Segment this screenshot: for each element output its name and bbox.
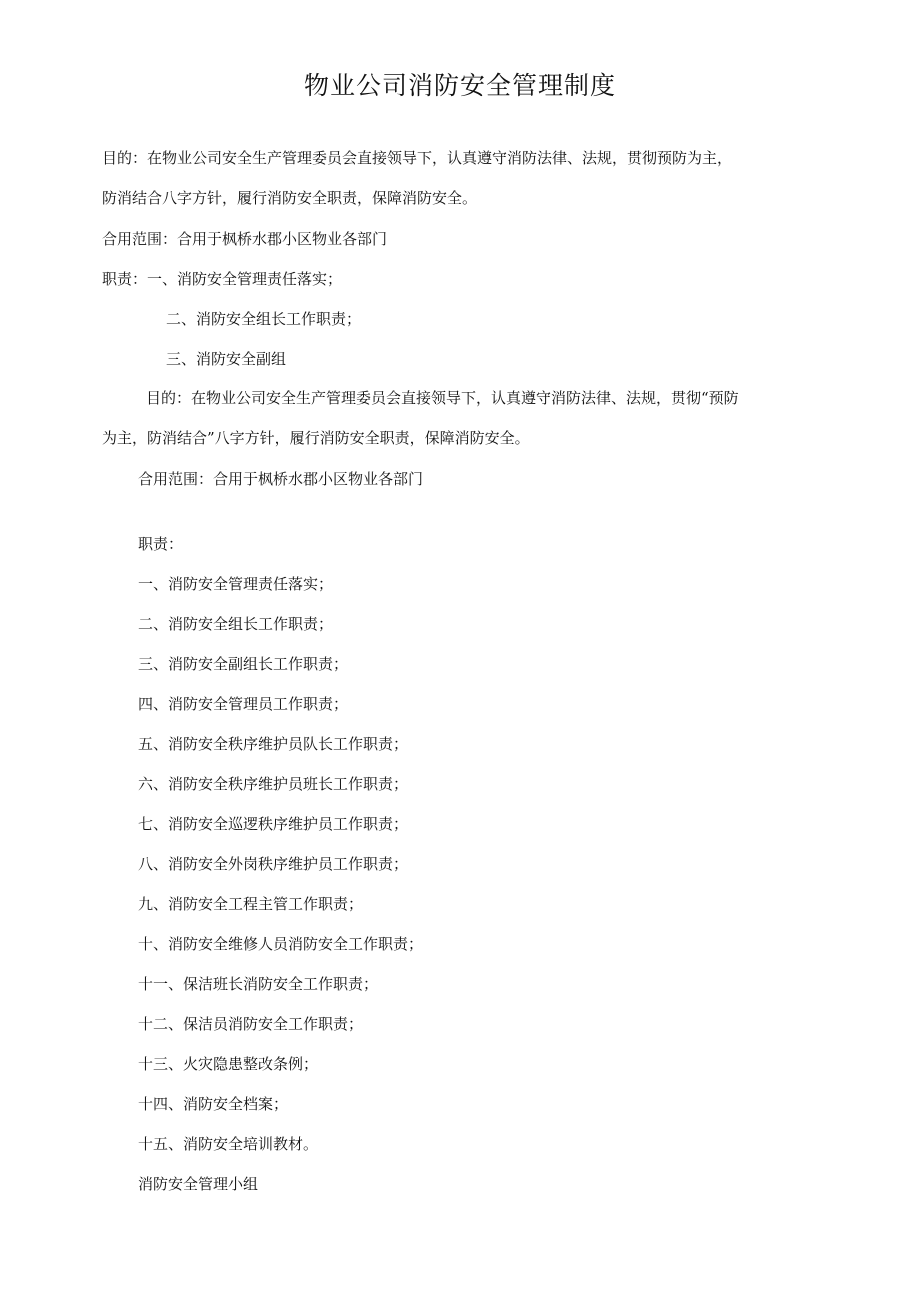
closing-line: 消防安全管理小组 — [138, 1175, 259, 1193]
duty-item: 二、消防安全组长工作职责； — [138, 615, 334, 633]
purpose-line-2: 防消结合八字方针，履行消防安全职责，保障消防安全。 — [102, 189, 478, 207]
duty-item: 九、消防安全工程主管工作职责； — [138, 895, 364, 913]
duty-item: 十四、消防安全档案； — [138, 1095, 289, 1113]
purpose-repeat-line-1: 目的：在物业公司安全生产管理委员会直接领导下，认真遵守消防法律、法规，贯彻“预防 — [146, 389, 739, 407]
duty-item: 十一、保洁班长消防安全工作职责； — [138, 975, 379, 993]
duties-heading: 职责： — [138, 535, 184, 553]
purpose-line-1: 目的：在物业公司安全生产管理委员会直接领导下，认真遵守消防法律、法规，贯彻预防为主， — [102, 149, 733, 167]
duty-item: 四、消防安全管理员工作职责； — [138, 695, 349, 713]
duty-item: 三、消防安全副组长工作职责； — [138, 655, 349, 673]
duty-item: 十、消防安全维修人员消防安全工作职责； — [138, 935, 424, 953]
duties-line-2: 二、消防安全组长工作职责； — [166, 310, 362, 328]
duty-item: 十二、保洁员消防安全工作职责； — [138, 1015, 364, 1033]
duties-line-1: 职责：一、消防安全管理责任落实； — [102, 270, 343, 288]
duty-item: 七、消防安全巡逻秩序维护员工作职责； — [138, 815, 409, 833]
duty-item: 八、消防安全外岗秩序维护员工作职责； — [138, 855, 409, 873]
duty-item: 六、消防安全秩序维护员班长工作职责； — [138, 775, 409, 793]
duty-item: 一、消防安全管理责任落实； — [138, 575, 334, 593]
duties-line-3: 三、消防安全副组 — [166, 350, 287, 368]
purpose-repeat-line-2: 为主，防消结合”八字方针，履行消防安全职责，保障消防安全。 — [102, 429, 530, 447]
duty-item: 十五、消防安全培训教材。 — [138, 1135, 319, 1153]
document-title: 物业公司消防安全管理制度 — [303, 71, 616, 100]
duty-item: 十三、火灾隐患整改条例； — [138, 1055, 319, 1073]
scope-line: 合用范围：合用于枫桥水郡小区物业各部门 — [102, 230, 388, 248]
duty-item: 五、消防安全秩序维护员队长工作职责； — [138, 735, 409, 753]
scope-repeat-line: 合用范围：合用于枫桥水郡小区物业各部门 — [138, 470, 424, 488]
